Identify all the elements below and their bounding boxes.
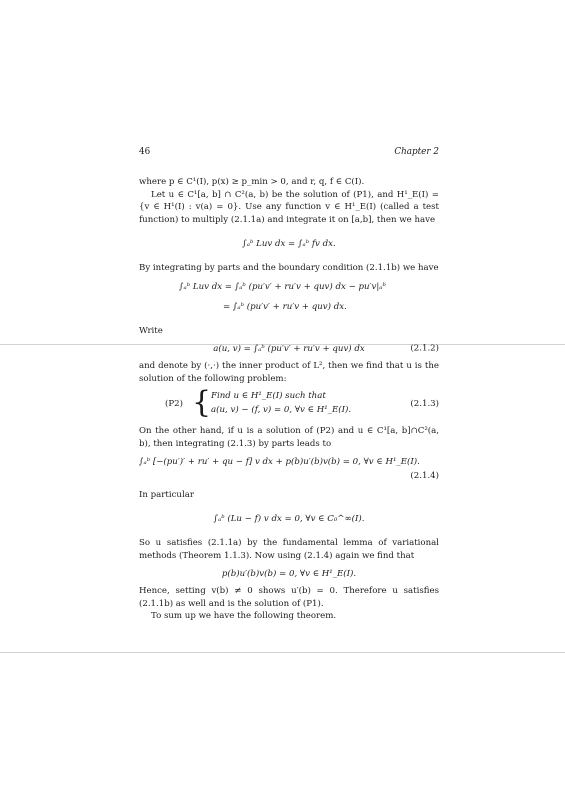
paragraph: On the other hand, if u is a solution of (P2) and u ∈ C¹[a, b]∩C²(a, b), then integrating (2.1.3) by parts leads to <box>139 426 439 449</box>
chapter-title: Chapter 2 <box>394 147 439 157</box>
equation-tag: (2.1.4) <box>410 471 439 482</box>
equation-block <box>139 279 439 321</box>
page-header <box>139 146 439 160</box>
problem-p2 <box>139 385 439 421</box>
paragraph: To sum up we have the following theorem. <box>151 611 337 622</box>
scan-rule-bottom <box>0 652 565 653</box>
equation-line: = ∫ₐᵇ (pu′v′ + ru′v + quv) dx. <box>223 301 347 312</box>
equation-tag: (2.1.2) <box>410 343 439 354</box>
left-brace: { <box>192 385 212 421</box>
equation: p(b)u′(b)v(b) = 0, ∀v ∈ H¹_E(I). <box>221 568 357 579</box>
paragraph: Let u ∈ C¹[a, b] ∩ C²(a, b) be the solution of (P1), and H¹_E(I) = {v ∈ H¹(I) : v(a) = 0}. Use any function v ∈ H¹_E(I) (called a test function) to multiply (2.1.1a) and integrate it on [a,b], then we have <box>139 189 439 225</box>
paragraph: where p ∈ C¹(I), p(x) ≥ p_min > 0, and r, q, f ∈ C(I). <box>139 177 365 187</box>
equation-line: ∫ₐᵇ Luv dx = ∫ₐᵇ (pu′v′ + ru′v + quv) dx − pu′v|ₐᵇ <box>179 281 386 292</box>
paragraph: Hence, setting v(b) ≠ 0 shows u′(b) = 0. Therefore u satisfies (2.1.1b) as well and is the solution of (P1). <box>139 586 439 609</box>
equation-tag: (2.1.3) <box>410 399 439 410</box>
equation: ∫ₐᵇ [−(pu′)′ + ru′ + qu − f] v dx + p(b)u′(b)v(b) = 0, ∀v ∈ H¹_E(I). <box>139 456 420 467</box>
paragraph: By integrating by parts and the boundary condition (2.1.1b) we have <box>139 263 439 274</box>
problem-line: a(u, v) − (f, v) = 0, ∀v ∈ H¹_E(I). <box>211 405 352 416</box>
equation <box>139 343 439 356</box>
equation: ∫ₐᵇ (Lu − f) v dx = 0, ∀v ∈ C₀^∞(I). <box>213 514 365 525</box>
paragraph: In particular <box>139 489 194 500</box>
paragraph: So u satisfies (2.1.1a) by the fundamental lemma of variational methods (Theorem 1.1.3). Now using (2.1.4) again we find that <box>139 538 439 561</box>
paragraph: and denote by (·,·) the inner product of L², then we find that u is the solution of the following problem: <box>139 361 439 384</box>
page-number: 46 <box>139 147 151 157</box>
equation-body: a(u, v) = ∫ₐᵇ (pu′v′ + ru′v + quv) dx <box>213 343 365 354</box>
problem-line: Find u ∈ H¹_E(I) such that <box>211 391 326 402</box>
paragraph: Write <box>139 325 163 336</box>
equation: ∫ₐᵇ Luv dx = ∫ₐᵇ fv dx. <box>242 239 336 250</box>
book-page <box>139 146 439 623</box>
problem-label: (P2) <box>165 399 183 410</box>
